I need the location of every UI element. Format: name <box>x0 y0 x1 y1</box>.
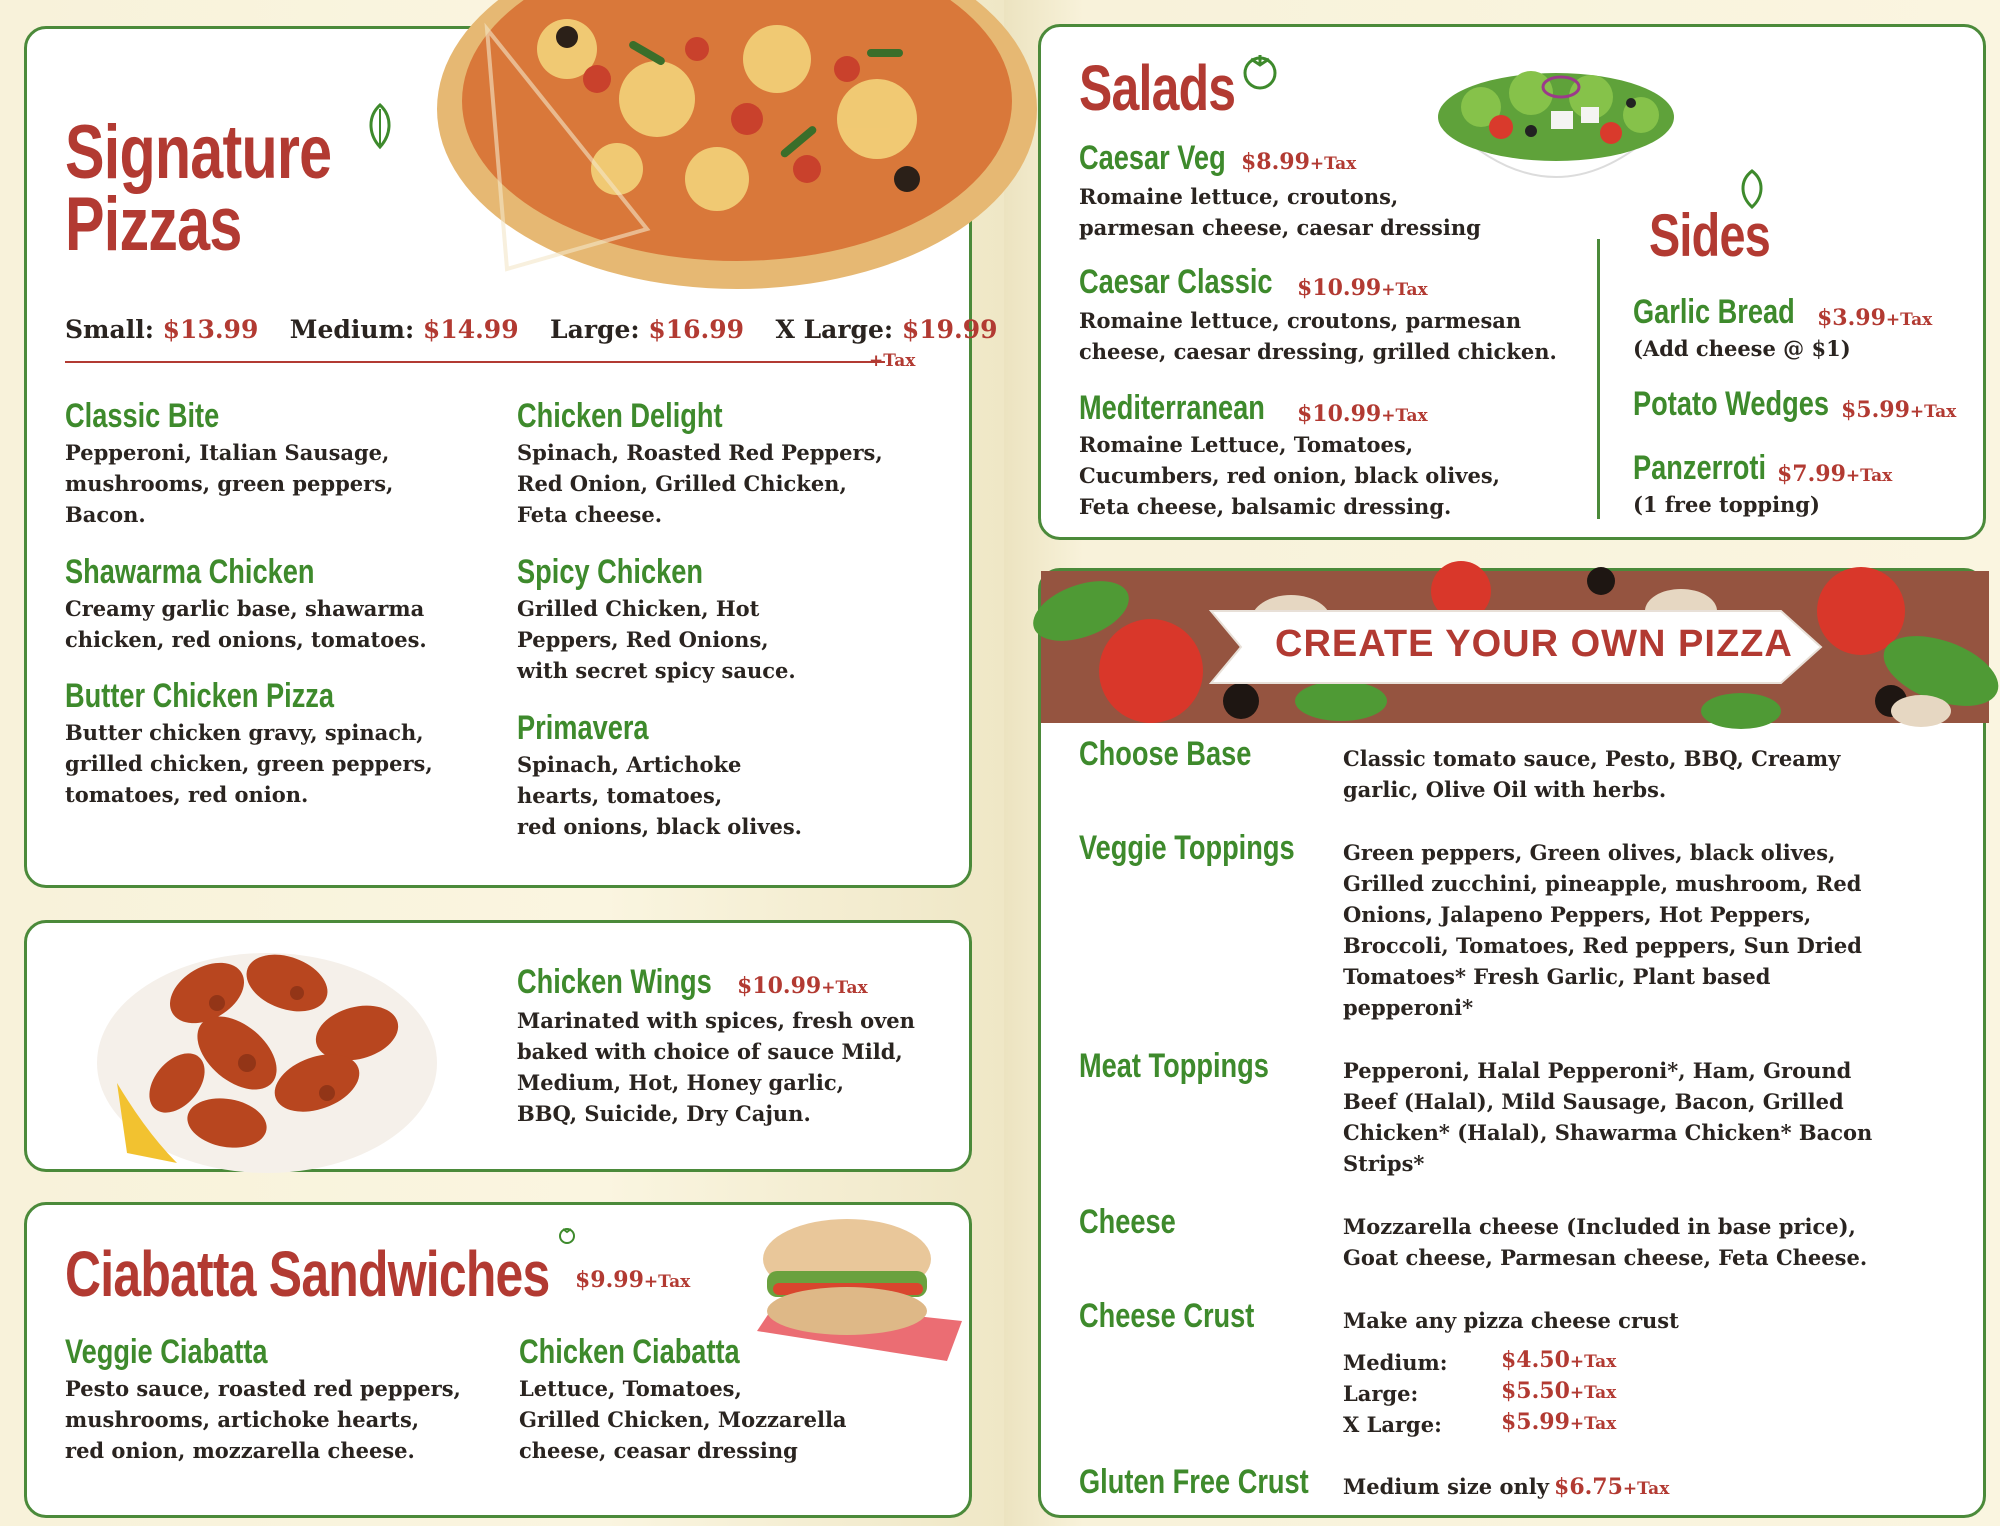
size-large-label: Large: <box>550 315 640 344</box>
ciabatta-price-group <box>575 1267 690 1293</box>
choose-base-text: Classic tomato sauce, Pesto, BBQ, Creamy garlic, Olive Oil with herbs. <box>1343 746 1841 802</box>
salad-caesar-veg-desc: Romaine lettuce, croutons, parmesan cheese, caesar dressing <box>1079 184 1481 240</box>
side-potato-wedges-price-group <box>1841 397 1956 423</box>
salad-caesar-veg-tax: +Tax <box>1309 154 1357 174</box>
choose-base-label: Choose Base <box>1079 735 1252 773</box>
item-shawarma-chicken-name: Shawarma Chicken <box>65 553 315 591</box>
salad-caesar-veg-price-group <box>1241 149 1356 175</box>
signature-title-line2: Pizzas <box>65 182 242 267</box>
salad-caesar-veg-price: $8.99 <box>1241 149 1310 175</box>
gluten-free-text: Medium size only <box>1343 1474 1549 1499</box>
salad-caesar-classic-price: $10.99 <box>1297 275 1382 301</box>
salad-caesar-classic-name: Caesar Classic <box>1079 263 1273 301</box>
size-large-price: $16.99 <box>648 315 745 344</box>
sides-title: Sides <box>1649 202 1770 269</box>
salad-mediterranean-price: $10.99 <box>1297 401 1382 427</box>
crust-medium-size: Medium: <box>1343 1350 1448 1375</box>
crust-xlarge-price-group <box>1501 1409 1616 1435</box>
size-tax-note: +Tax <box>869 351 916 371</box>
side-potato-wedges-name: Potato Wedges <box>1633 385 1829 423</box>
wings-price-group <box>737 973 868 999</box>
create-your-own-card <box>1038 568 1986 1518</box>
size-small-label: Small: <box>65 315 154 344</box>
crust-medium-price: $4.50 <box>1501 1347 1570 1373</box>
salad-caesar-veg-name: Caesar Veg <box>1079 139 1226 177</box>
item-classic-bite-name: Classic Bite <box>65 397 220 435</box>
tomato-icon <box>1239 49 1281 91</box>
ciabatta-card <box>24 1202 972 1518</box>
wings-tax: +Tax <box>821 978 868 998</box>
cheese-text: Mozzarella cheese (Included in base price), Goat cheese, Parmesan cheese, Feta Cheese. <box>1343 1214 1868 1270</box>
salad-mediterranean-desc: Romaine Lettuce, Tomatoes, Cucumbers, red onion, black olives, Feta cheese, balsamic dressing. <box>1079 432 1500 519</box>
ciabatta-tax: +Tax <box>643 1272 691 1292</box>
sandwich-photo <box>747 1211 967 1371</box>
crust-medium-price-group <box>1501 1347 1616 1373</box>
signature-pizzas-card <box>24 26 998 888</box>
wings-desc: Marinated with spices, fresh oven baked with choice of sauce Mild, Medium, Hot, Honey garlic, BBQ, Suicide, Dry Cajun. <box>517 1008 915 1126</box>
pizza-photo <box>447 0 987 309</box>
salad-caesar-classic-price-group <box>1297 275 1428 301</box>
side-panzerroti-price: $7.99 <box>1777 461 1846 487</box>
item-shawarma-chicken-desc: Creamy garlic base, shawarma chicken, red onions, tomatoes. <box>65 596 427 652</box>
item-classic-bite-desc: Pepperoni, Italian Sausage, mushrooms, green peppers, Bacon. <box>65 440 394 527</box>
side-panzerroti-tax: +Tax <box>1845 466 1893 486</box>
size-medium-price: $14.99 <box>422 315 519 344</box>
salads-title: Salads <box>1079 52 1236 124</box>
veggie-ciabatta-name: Veggie Ciabatta <box>65 1333 268 1371</box>
size-medium-label: Medium: <box>289 315 415 344</box>
salads-sides-card <box>1038 24 1986 540</box>
chicken-wings-card <box>24 920 972 1172</box>
veggie-ciabatta-desc: Pesto sauce, roasted red peppers, mushrooms, artichoke hearts, red onion, mozzarella cheese. <box>65 1376 461 1463</box>
veg-icon <box>1735 169 1769 209</box>
veggie-toppings-text: Green peppers, Green olives, black olives, Grilled zucchini, pineapple, mushroom, Red Onions, Jalapeno Peppers, Hot Peppers, Broccoli, Tomatoes, Red peppers, Sun Dried Tomatoes* Fresh Garlic, Plant based pepperoni* <box>1343 840 1862 1020</box>
side-panzerroti-price-group <box>1777 461 1892 487</box>
salad-mediterranean-tax: +Tax <box>1381 406 1428 426</box>
item-chicken-delight-desc: Spinach, Roasted Red Peppers, Red Onion, Grilled Chicken, Feta cheese. <box>517 440 883 527</box>
ciabatta-title: Ciabatta Sandwiches <box>65 1238 550 1310</box>
chicken-ciabatta-name: Chicken Ciabatta <box>519 1333 740 1371</box>
wings-price: $10.99 <box>737 973 822 999</box>
side-garlic-bread-name: Garlic Bread <box>1633 293 1795 331</box>
gluten-free-tax: +Tax <box>1622 1479 1670 1499</box>
side-panzerroti-note: (1 free topping) <box>1633 492 1820 517</box>
cheese-label: Cheese <box>1079 1203 1176 1241</box>
crust-large-tax: +Tax <box>1569 1383 1617 1403</box>
leaf-icon <box>365 103 395 149</box>
crust-medium-tax: +Tax <box>1569 1352 1617 1372</box>
salad-caesar-classic-tax: +Tax <box>1381 280 1428 300</box>
item-spicy-chicken-name: Spicy Chicken <box>517 553 703 591</box>
wings-photo <box>87 933 447 1169</box>
side-potato-wedges-price: $5.99 <box>1841 397 1910 423</box>
cheese-crust-label: Cheese Crust <box>1079 1297 1255 1335</box>
item-butter-chicken-name: Butter Chicken Pizza <box>65 677 335 715</box>
veggie-toppings-label: Veggie Toppings <box>1079 829 1295 867</box>
item-primavera-name: Primavera <box>517 709 649 747</box>
wings-name: Chicken Wings <box>517 963 712 1001</box>
size-divider <box>65 361 885 363</box>
wings-heading <box>517 963 760 1002</box>
side-garlic-bread-price-group <box>1817 305 1932 331</box>
salad-caesar-classic-desc: Romaine lettuce, croutons, parmesan cheese, caesar dressing, grilled chicken. <box>1079 308 1557 364</box>
crust-large-price-group <box>1501 1378 1616 1404</box>
crust-xlarge-price: $5.99 <box>1501 1409 1570 1435</box>
chicken-ciabatta-desc: Lettuce, Tomatoes, Grilled Chicken, Mozzarella cheese, ceasar dressing <box>519 1376 847 1463</box>
item-chicken-delight-name: Chicken Delight <box>517 397 723 435</box>
tomato-icon <box>557 1225 577 1245</box>
ciabatta-price: $9.99 <box>575 1267 644 1293</box>
salad-mediterranean-name: Mediterranean <box>1079 389 1265 427</box>
gluten-free-price: $6.75 <box>1554 1474 1623 1500</box>
create-banner-title: CREATE YOUR OWN PIZZA <box>1275 623 1793 665</box>
item-butter-chicken-desc: Butter chicken gravy, spinach, grilled chicken, green peppers, tomatoes, red onion. <box>65 720 433 807</box>
salad-mediterranean-price-group <box>1297 401 1428 427</box>
cheese-crust-text: Make any pizza cheese crust <box>1343 1308 1679 1333</box>
gluten-free-row <box>1343 1471 1669 1502</box>
side-garlic-bread-tax: +Tax <box>1885 310 1933 330</box>
item-primavera-desc: Spinach, Artichoke hearts, tomatoes, red onions, black olives. <box>517 752 802 839</box>
crust-large-price: $5.50 <box>1501 1378 1570 1404</box>
crust-large-size: Large: <box>1343 1381 1419 1406</box>
side-panzerroti-name: Panzerroti <box>1633 449 1767 487</box>
crust-xlarge-size: X Large: <box>1343 1412 1442 1437</box>
crust-xlarge-tax: +Tax <box>1569 1414 1617 1434</box>
size-xlarge-price: $19.99 <box>901 315 998 344</box>
side-garlic-bread-price: $3.99 <box>1817 305 1886 331</box>
gluten-free-label: Gluten Free Crust <box>1079 1463 1309 1501</box>
sides-divider <box>1597 239 1600 519</box>
side-potato-wedges-tax: +Tax <box>1909 402 1957 422</box>
item-spicy-chicken-desc: Grilled Chicken, Hot Peppers, Red Onions, with secret spicy sauce. <box>517 596 796 683</box>
meat-toppings-label: Meat Toppings <box>1079 1047 1269 1085</box>
signature-title-line1: Signature <box>65 110 332 195</box>
size-xlarge-label: X Large: <box>775 315 894 344</box>
size-price-row <box>65 315 998 344</box>
side-garlic-bread-note: (Add cheese @ $1) <box>1633 336 1851 361</box>
size-small-price: $13.99 <box>162 315 259 344</box>
meat-toppings-text: Pepperoni, Halal Pepperoni*, Ham, Ground Beef (Halal), Mild Sausage, Bacon, Grilled Chicken* (Halal), Shawarma Chicken* Bacon Strips* <box>1343 1058 1873 1176</box>
